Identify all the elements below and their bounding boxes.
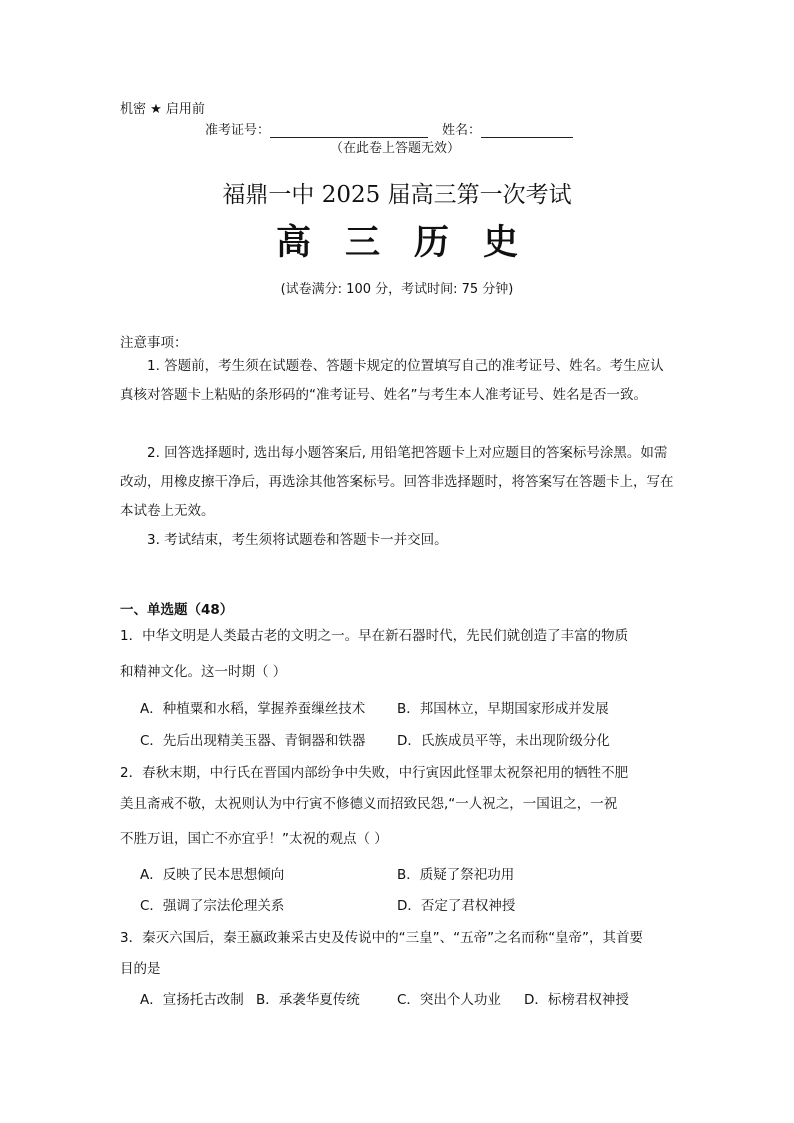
name-label: 姓名：	[442, 123, 482, 138]
question-1-line-2: 和精神文化。这一时期（ ）	[120, 664, 287, 680]
candidate-info-line	[205, 119, 573, 138]
question-1-option-b[interactable]: B．邦国林立，早期国家形成并发展	[397, 701, 609, 717]
question-1-option-a[interactable]: A．种植粟和水稻，掌握养蚕缫丝技术	[140, 701, 366, 717]
question-1-option-c[interactable]: C．先后出现精美玉器、青铜器和铁器	[140, 733, 366, 749]
question-3-option-d[interactable]: D．标榜君权神授	[524, 992, 629, 1008]
id-number-label: 准考证号：	[205, 123, 271, 138]
question-3-option-b[interactable]: B．承袭华夏传统	[256, 992, 360, 1008]
question-2-line-2: 美且斋戒不敬，太祝则认为中行寅不修德义而招致民怨,“一人祝之，一国诅之，一祝	[120, 796, 618, 812]
section-title: 一、单选题（48）	[120, 602, 234, 618]
name-blank[interactable]	[481, 125, 573, 138]
note-item-2: 2. 回答选择题时, 选出每小题答案后, 用铅笔把答题卡上对应题目的答案标号涂黑。如需改动，用橡皮擦干净后，再选涂其他答案标号。回答非选择题时，将答案写在答题卡上，写在本试卷上无效。	[120, 445, 674, 519]
question-2-option-a[interactable]: A．反映了民本思想倾向	[140, 867, 285, 883]
note-item-1: 1. 答题前，考生须在试题卷、答题卡规定的位置填写自己的准考证号、姓名。考生应认真核对答题卡上粘贴的条形码的“准考证号、姓名”与考生本人准考证号、姓名是否一致。	[120, 358, 664, 403]
invalid-note: （在此卷上答题无效）	[330, 141, 461, 156]
notes-title: 注意事项：	[120, 335, 188, 351]
question-3-option-a[interactable]: A．宣扬托古改制	[140, 992, 244, 1008]
subject-title: 高三历史	[275, 222, 552, 263]
question-2-line-1: 2．春秋末期，中行氏在晋国内部纷争中失败，中行寅因此怪罪太祝祭祀用的牺牲不肥	[120, 765, 629, 781]
exam-info: (试卷满分: 100 分，考试时间: 75 分钟)	[280, 282, 514, 297]
question-2-option-c[interactable]: C．强调了宗法伦理关系	[140, 898, 285, 914]
confidential-label: 机密 ★ 启用前	[120, 102, 205, 117]
question-1-line-1: 1．中华文明是人类最古老的文明之一。早在新石器时代，先民们就创造了丰富的物质	[120, 628, 629, 644]
question-1-option-d[interactable]: D．氏族成员平等，未出现阶级分化	[397, 733, 610, 749]
question-3-option-c[interactable]: C．突出个人功业	[397, 992, 501, 1008]
note-item-3: 3. 考试结束，考生须将试题卷和答题卡一并交回。	[147, 532, 448, 548]
question-3-line-1: 3．秦灭六国后，秦王嬴政兼采古史及传说中的“三皇”、“五帝”之名而称“皇帝”，其首要	[120, 930, 644, 946]
question-2-line-3: 不胜万诅，国亡不亦宜乎！”太祝的观点（ ）	[120, 831, 388, 847]
exam-title: 福鼎一中 2025 届高三第一次考试	[222, 182, 572, 208]
question-3-line-2: 目的是	[120, 961, 161, 977]
question-2-option-d[interactable]: D．否定了君权神授	[397, 898, 516, 914]
question-2-option-b[interactable]: B．质疑了祭祀功用	[397, 867, 515, 883]
